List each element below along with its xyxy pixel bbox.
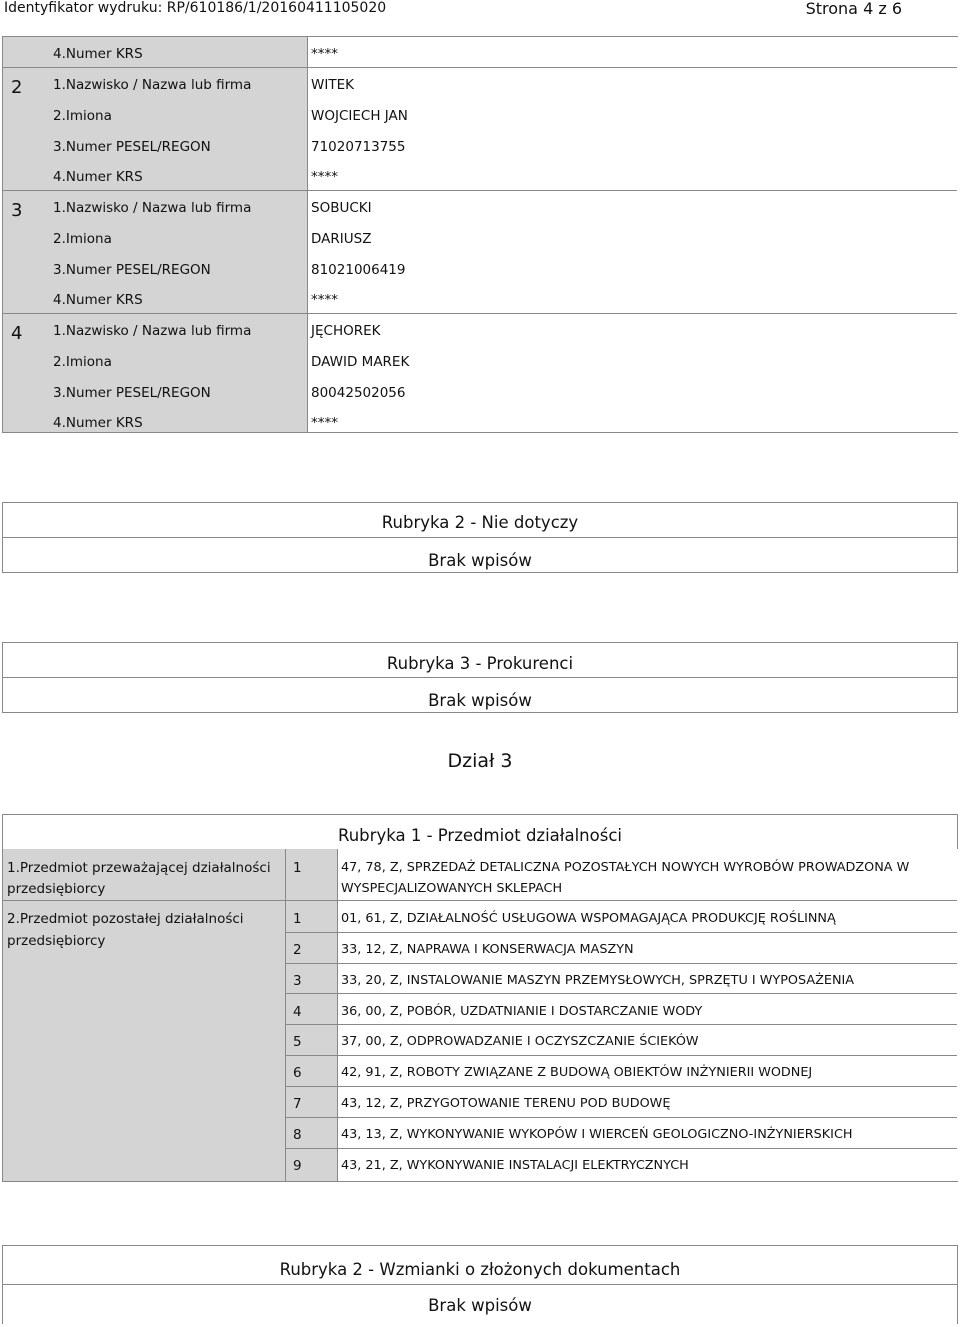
empty-notice: Brak wpisów [2,537,958,573]
activity-value: 33, 12, Z, NAPRAWA I KONSERWACJA MASZYN [341,942,634,957]
other-activity-label: 2.Przedmiot pozostałej działalności [7,911,244,927]
main-activity-label: przedsiębiorcy [7,881,106,897]
activity-table [2,849,958,1182]
person-label: 4.Numer KRS [53,415,143,431]
activity-number: 4 [293,1004,302,1020]
print-identifier: Identyfikator wydruku: RP/610186/1/20160411105020 [4,0,387,16]
activity-number: 1 [293,860,302,876]
top-row-value: **** [311,46,338,62]
activity-number: 2 [293,942,302,958]
person-value: SOBUCKI [311,200,372,216]
person-value: DAWID MAREK [311,354,410,370]
person-value: 81021006419 [311,262,406,278]
person-label: 4.Numer KRS [53,292,143,308]
section-title: Rubryka 2 - Wzmianki o złożonych dokumentach [2,1245,958,1285]
other-activity-label: przedsiębiorcy [7,933,106,949]
person-value: WITEK [311,77,354,93]
activity-value: 37, 00, Z, ODPROWADZANIE I OCZYSZCZANIE ŚCIEKÓW [341,1034,699,1049]
activity-value: 47, 78, Z, SPRZEDAŻ DETALICZNA POZOSTAŁYCH NOWYCH WYROBÓW PROWADZONA W [341,860,910,875]
person-number: 4 [11,323,23,344]
person-number: 2 [11,77,23,98]
division-title: Dział 3 [447,750,513,772]
activity-number: 6 [293,1065,302,1081]
activity-number: 9 [293,1158,302,1174]
person-label: 2.Imiona [53,354,112,370]
person-label: 1.Nazwisko / Nazwa lub firma [53,200,252,216]
activity-value: 33, 20, Z, INSTALOWANIE MASZYN PRZEMYSŁOWYCH, SPRZĘTU I WYPOSAŻENIA [341,973,855,988]
section-title: Rubryka 1 - Przedmiot działalności [2,814,958,850]
activity-value: 43, 12, Z, PRZYGOTOWANIE TERENU POD BUDOWĘ [341,1096,671,1111]
section-title: Rubryka 3 - Prokurenci [2,642,958,678]
main-activity-label: 1.Przedmiot przeważającej działalności [7,860,271,876]
person-value: **** [311,169,338,185]
person-label: 2.Imiona [53,231,112,247]
person-label: 2.Imiona [53,108,112,124]
activity-value: 42, 91, Z, ROBOTY ZWIĄZANE Z BUDOWĄ OBIEKTÓW INŻYNIERII WODNEJ [341,1065,813,1080]
person-value: WOJCIECH JAN [311,108,408,124]
person-value: DARIUSZ [311,231,372,247]
person-value: 80042502056 [311,385,406,401]
activity-number: 5 [293,1034,302,1050]
top-row-label: 4.Numer KRS [53,46,143,62]
empty-notice: Brak wpisów [2,677,958,713]
activity-value: 43, 13, Z, WYKONYWANIE WYKOPÓW I WIERCEŃ GEOLOGICZNO-INŻYNIERSKICH [341,1127,853,1142]
person-value: JĘCHOREK [311,323,381,339]
activity-number: 3 [293,973,302,989]
person-label: 3.Numer PESEL/REGON [53,139,211,155]
person-label: 3.Numer PESEL/REGON [53,262,211,278]
activity-value: 36, 00, Z, POBÓR, UZDATNIANIE I DOSTARCZANIE WODY [341,1004,703,1019]
person-number: 3 [11,200,23,221]
activity-number: 1 [293,911,302,927]
person-value: **** [311,415,338,431]
person-label: 1.Nazwisko / Nazwa lub firma [53,77,252,93]
activity-value: 43, 21, Z, WYKONYWANIE INSTALACJI ELEKTRYCZNYCH [341,1158,689,1173]
empty-notice: Brak wpisów [2,1284,958,1324]
activity-value: WYSPECJALIZOWANYCH SKLEPACH [341,881,563,896]
activity-value: 01, 61, Z, DZIAŁALNOŚĆ USŁUGOWA WSPOMAGAJĄCA PRODUKCJĘ ROŚLINNĄ [341,911,836,926]
person-label: 3.Numer PESEL/REGON [53,385,211,401]
person-label: 1.Nazwisko / Nazwa lub firma [53,323,252,339]
activity-number: 8 [293,1127,302,1143]
person-value: 71020713755 [311,139,406,155]
person-value: **** [311,292,338,308]
section-title: Rubryka 2 - Nie dotyczy [2,502,958,538]
activity-number: 7 [293,1096,302,1112]
page-number: Strona 4 z 6 [805,0,902,18]
person-label: 4.Numer KRS [53,169,143,185]
persons-table [2,36,958,433]
